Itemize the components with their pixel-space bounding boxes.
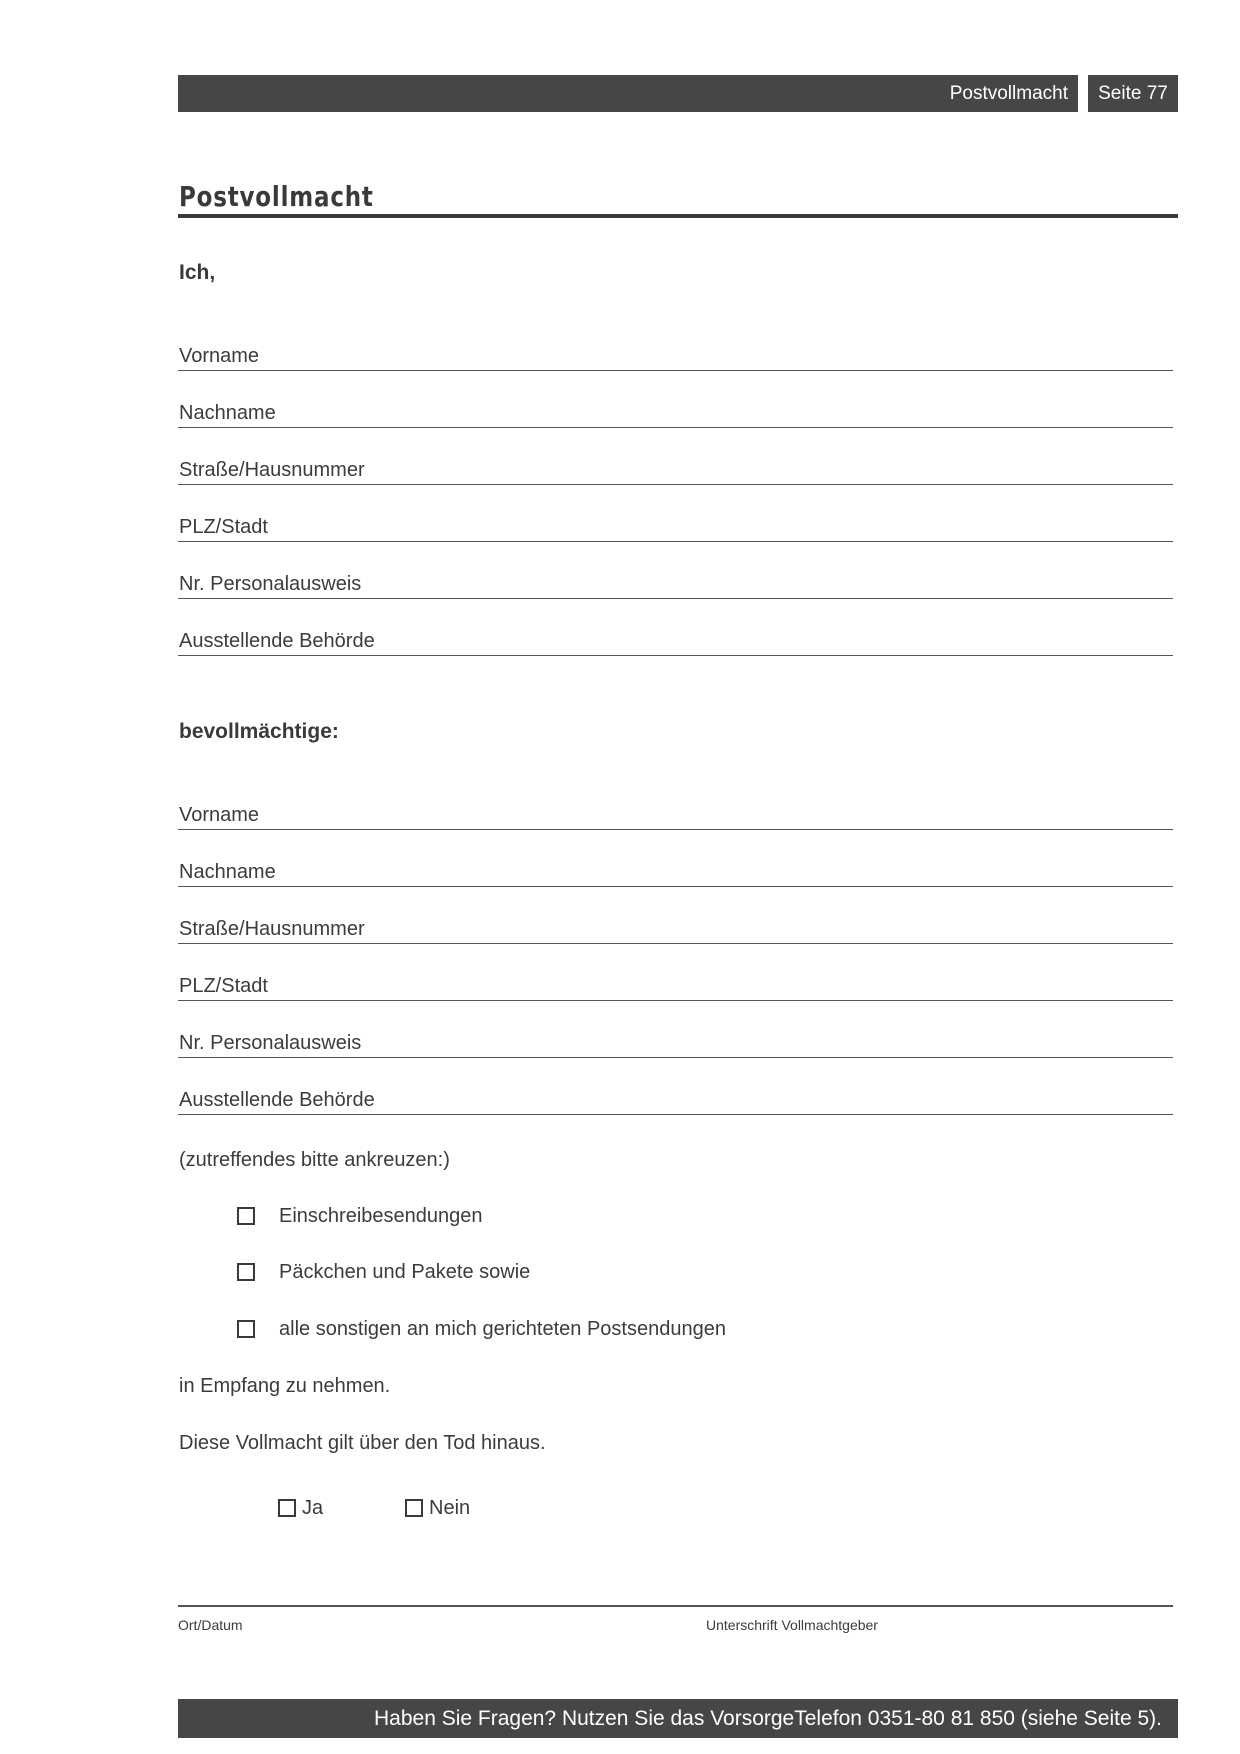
page-header [178, 75, 1178, 112]
field-label: Nachname [179, 402, 276, 424]
agent-street-field[interactable] [178, 907, 1173, 944]
no-label: Nein [429, 1496, 471, 1519]
principal-zip-city-field[interactable] [178, 505, 1173, 542]
field-label: Ausstellende Behörde [179, 1089, 375, 1111]
field-label: Vorname [179, 345, 260, 367]
checkbox-instruction: (zutreffendes bitte ankreuzen:) [179, 1149, 450, 1171]
validity-no-option[interactable] [405, 1496, 470, 1520]
agent-first-name-field[interactable] [178, 793, 1173, 830]
validity-text: Diese Vollmacht gilt über den Tod hinaus. [179, 1432, 546, 1454]
principal-last-name-field[interactable] [178, 391, 1173, 428]
option-label: alle sonstigen an mich gerichteten Postsendungen [279, 1317, 726, 1340]
field-label: Nr. Personalausweis [179, 1032, 362, 1054]
place-date-label: Ort/Datum [178, 1617, 243, 1633]
validity-yes-option[interactable] [278, 1496, 323, 1520]
title-underline [178, 214, 1178, 218]
field-label: Nachname [179, 861, 276, 883]
signature-label: Unterschrift Vollmachtgeber [706, 1617, 878, 1633]
checkbox[interactable] [237, 1320, 255, 1338]
footer-help-text: Haben Sie Fragen? Nutzen Sie das VorsorgeTelefon 0351-80 81 850 (siehe Seite 5). [373, 1707, 1162, 1730]
option-label: Einschreibesendungen [279, 1204, 483, 1227]
principal-first-name-field[interactable] [178, 334, 1173, 371]
option-label: Päckchen und Pakete sowie [279, 1260, 531, 1283]
field-label: Vorname [179, 804, 260, 826]
agent-heading: bevollmächtige: [179, 720, 339, 743]
agent-zip-city-field[interactable] [178, 964, 1173, 1001]
agent-issuing-authority-field[interactable] [178, 1078, 1173, 1115]
checkbox[interactable] [237, 1263, 255, 1281]
principal-id-number-field[interactable] [178, 562, 1173, 599]
option-other-mail[interactable] [237, 1317, 726, 1341]
option-registered-mail[interactable] [237, 1204, 483, 1228]
field-label: PLZ/Stadt [179, 975, 268, 997]
principal-issuing-authority-field[interactable] [178, 619, 1173, 656]
field-label: Straße/Hausnummer [179, 918, 365, 940]
page-footer [178, 1699, 1178, 1738]
field-label: PLZ/Stadt [179, 516, 268, 538]
principal-intro: Ich, [179, 261, 216, 284]
field-label: Nr. Personalausweis [179, 573, 362, 595]
yes-label: Ja [302, 1496, 324, 1519]
checkbox[interactable] [237, 1207, 255, 1225]
checkbox[interactable] [278, 1499, 296, 1517]
agent-last-name-field[interactable] [178, 850, 1173, 887]
agent-id-number-field[interactable] [178, 1021, 1173, 1058]
page-title: Postvollmacht [179, 180, 374, 213]
receive-text: in Empfang zu nehmen. [179, 1375, 391, 1397]
field-label: Straße/Hausnummer [179, 459, 365, 481]
principal-street-field[interactable] [178, 448, 1173, 485]
signature-line[interactable] [178, 1605, 1173, 1607]
header-divider [1078, 75, 1088, 112]
header-section-title: Postvollmacht [949, 83, 1068, 104]
field-label: Ausstellende Behörde [179, 630, 375, 652]
header-page-number: Seite 77 [1098, 83, 1168, 104]
option-parcels[interactable] [237, 1260, 530, 1284]
checkbox[interactable] [405, 1499, 423, 1517]
